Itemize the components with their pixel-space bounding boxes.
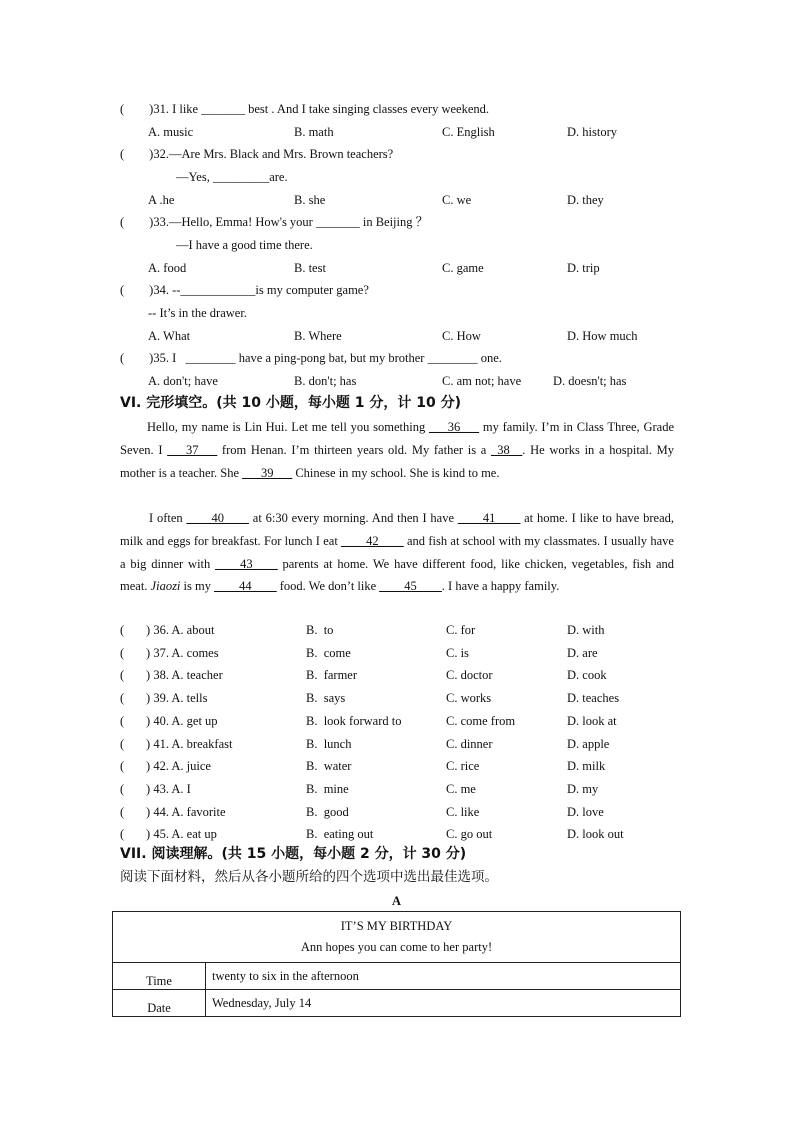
poster-subtitle: Ann hopes you can come to her party! — [300, 940, 493, 954]
option-c: C. go out — [446, 827, 493, 842]
option-a: A. food — [148, 261, 187, 275]
cloze-blank: ____44____ — [214, 579, 277, 594]
option-c: C. like — [446, 804, 480, 819]
paragraph-text: at 6:30 every morning. And then I have — [248, 511, 458, 525]
paragraph-text: food. We don’t like — [276, 579, 380, 594]
option-c: C. English — [442, 125, 495, 139]
option-c: C. game — [442, 261, 484, 275]
cloze-blank: ___37___ — [167, 442, 218, 457]
cloze-item-44: ( ) 44. A. favorite — [120, 804, 226, 819]
option-d: D. How much — [567, 329, 638, 343]
cloze-blank: ____40____ — [186, 511, 249, 525]
option-d: D. teaches — [567, 691, 620, 706]
option-d: D. love — [567, 804, 604, 819]
option-b: B. lunch — [306, 736, 352, 751]
option-b: B. eating out — [306, 827, 374, 842]
option-c: C. for — [446, 623, 476, 637]
cloze-item-40: ( ) 40. A. get up — [120, 713, 218, 728]
paragraph-text: Chinese in my school. She is kind to me. — [292, 465, 500, 480]
section-6-heading: VI. 完形填空。(共 10 小题，每小题 1 分，计 10 分) — [120, 395, 461, 411]
paragraph-text: . He works in a hospital. My mother is a teacher. She — [120, 442, 675, 480]
passage-label: A — [392, 894, 402, 908]
cloze-item-42: ( ) 42. A. juice — [120, 759, 211, 774]
cloze-item-36: ( ) 36. A. about — [120, 623, 215, 637]
cloze-blank: ____43____ — [215, 556, 278, 571]
question-31-stem: ( )31. I like _______ best . And I take singing classes every weekend. — [120, 102, 490, 116]
option-d: D. history — [567, 125, 617, 139]
option-b: B. mine — [306, 781, 349, 796]
poster-row-label: Time — [113, 963, 206, 990]
option-c: C. works — [446, 691, 492, 706]
cloze-item-43: ( ) 43. A. I — [120, 781, 191, 796]
option-b: B. Where — [294, 329, 342, 343]
option-c: C. we — [442, 193, 472, 207]
paragraph-text: parents at home. We have different food, like chicken, vegetables, fish and meat. — [120, 556, 674, 594]
option-c: C. me — [446, 781, 476, 796]
option-a: A. What — [148, 329, 191, 343]
option-b: B. farmer — [306, 668, 358, 683]
poster-title: IT’S MY BIRTHDAY — [340, 919, 453, 933]
option-d: D. apple — [567, 736, 610, 751]
question-33-stem: ( )33.—Hello, Emma! How's your _______ in Beijing ？ — [120, 215, 429, 229]
paragraph-text: my family. I’m in Class Three, Grade Seven. I — [120, 420, 675, 457]
option-b: B. good — [306, 804, 349, 819]
option-d: D. my — [567, 781, 599, 796]
option-b: B. math — [294, 125, 334, 139]
question-33-reply: —I have a good time there. — [176, 238, 313, 252]
cloze-blank: ____42____ — [341, 533, 404, 548]
paragraph-text: I often — [149, 511, 187, 525]
option-b: B. test — [294, 261, 326, 275]
paragraph-text: from Henan. I’m thirteen years old. My father is a — [217, 442, 491, 457]
poster-header-cell — [113, 912, 681, 963]
option-a: A .he — [148, 193, 175, 207]
option-d: D. look out — [567, 827, 624, 842]
option-b: B. says — [306, 691, 346, 706]
cloze-blank: ___39___ — [242, 465, 293, 480]
question-34-stem: ( )34. --____________is my computer game? — [120, 283, 369, 297]
paragraph-text: at home. I like to have bread, milk and eggs for breakfast. For lunch I eat — [120, 511, 674, 548]
cloze-item-45: ( ) 45. A. eat up — [120, 827, 217, 842]
option-c: C. is — [446, 645, 469, 660]
option-d: D. milk — [567, 759, 606, 774]
option-d: D. with — [567, 623, 605, 637]
question-32-stem: ( )32.—Are Mrs. Black and Mrs. Brown teachers? — [120, 147, 394, 161]
cloze-item-41: ( ) 41. A. breakfast — [120, 736, 233, 751]
option-b: B. come — [306, 645, 351, 660]
option-c: C. How — [442, 329, 481, 343]
table-row — [113, 990, 681, 1017]
option-c: C. come from — [446, 713, 516, 728]
poster-row-value: Wednesday, July 14 — [206, 990, 681, 1017]
option-d: D. cook — [567, 668, 607, 683]
option-b: B. look forward to — [306, 713, 402, 728]
cloze-item-37: ( ) 37. A. comes — [120, 645, 219, 660]
paragraph-text: . I have a happy family. — [441, 579, 560, 594]
section-7-instruction: 阅读下面材料，然后从各小题所给的四个选项中选出最佳选项。 — [120, 869, 498, 885]
option-d: D. are — [567, 645, 598, 660]
paragraph-text: Jiaozi — [150, 579, 181, 594]
option-a: A. don't; have — [148, 374, 218, 388]
cloze-blank: ___36___ — [429, 420, 480, 434]
paragraph-text: Hello, my name is Lin Hui. Let me tell you something — [147, 420, 430, 434]
option-c: C. am not; have — [442, 374, 522, 388]
option-c: C. rice — [446, 759, 480, 774]
option-b: B. water — [306, 759, 352, 774]
cloze-item-39: ( ) 39. A. tells — [120, 691, 208, 706]
option-d: D. trip — [567, 261, 600, 275]
question-32-reply: —Yes, _________are. — [176, 170, 288, 184]
table-row — [113, 963, 681, 990]
option-d: D. they — [567, 193, 604, 207]
question-34-reply: -- It’s in the drawer. — [148, 306, 247, 320]
option-a: A. music — [148, 125, 194, 139]
option-b: B. to — [306, 623, 334, 637]
option-b: B. don't; has — [294, 374, 357, 388]
cloze-paragraph-2 — [120, 507, 674, 598]
poster-row-label: Date — [113, 990, 206, 1017]
cloze-paragraph-1 — [120, 416, 674, 484]
cloze-blank: ____45____ — [379, 579, 442, 594]
option-b: B. she — [294, 193, 326, 207]
paragraph-text: is my — [180, 579, 215, 594]
birthday-poster-table — [112, 911, 681, 1017]
section-7-heading: VII. 阅读理解。(共 15 小题，每小题 2 分，计 30 分) — [120, 846, 467, 862]
option-c: C. doctor — [446, 668, 493, 683]
option-c: C. dinner — [446, 736, 493, 751]
cloze-blank: _38__ — [491, 442, 523, 457]
question-35-stem: ( )35. I ________ have a ping-pong bat, but my brother ________ one. — [120, 351, 502, 365]
poster-row-value: twenty to six in the afternoon — [206, 963, 681, 990]
option-d: D. doesn't; has — [553, 374, 627, 388]
paragraph-text: and fish at school with my classmates. I usually have a big dinner with — [120, 533, 674, 571]
option-d: D. look at — [567, 713, 617, 728]
cloze-blank: ____41____ — [457, 511, 521, 525]
cloze-item-38: ( ) 38. A. teacher — [120, 668, 223, 683]
